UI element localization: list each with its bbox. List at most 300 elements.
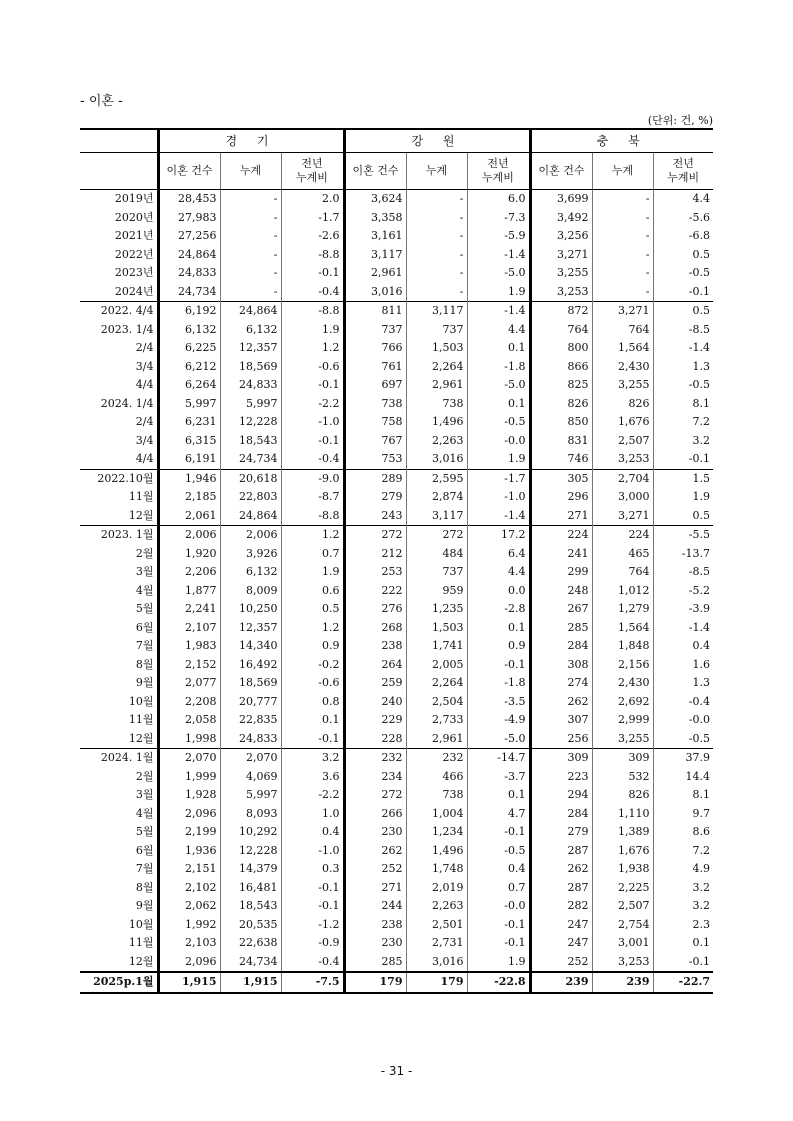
gangwon-count-cell: 3,117 — [344, 246, 406, 265]
gyeonggi-yoy-cell: 1.9 — [281, 321, 344, 340]
gangwon-cumulative-cell: - — [406, 190, 467, 209]
row-label-cell: 2022년 — [114, 247, 154, 261]
gyeonggi-yoy-cell: -8.7 — [281, 488, 344, 507]
chungbuk-yoy-cell: -1.4 — [653, 619, 713, 638]
gyeonggi-count-cell: 6,212 — [158, 358, 220, 377]
chungbuk-count-cell: 252 — [530, 953, 592, 973]
table-row — [80, 953, 713, 973]
row-label-cell: 10월 — [128, 694, 154, 708]
row-label-cell: 2020년 — [114, 210, 154, 224]
gangwon-cumulative-cell: 1,004 — [406, 805, 467, 824]
gyeonggi-cumulative-cell: 12,228 — [220, 413, 281, 432]
row-label-cell: 7월 — [135, 862, 154, 875]
chungbuk-count-cell: 3,699 — [530, 190, 592, 209]
chungbuk-count-cell: 826 — [530, 395, 592, 414]
gangwon-count-cell: 811 — [344, 302, 406, 321]
gangwon-yoy-cell: -1.4 — [467, 246, 530, 265]
table-row — [80, 339, 713, 358]
gangwon-count-cell: 758 — [344, 413, 406, 432]
chungbuk-cumulative-cell: 2,430 — [592, 358, 653, 377]
chungbuk-yoy-cell: 3.2 — [653, 879, 713, 898]
gangwon-yoy-cell: -0.1 — [467, 916, 530, 935]
gangwon-cumulative-cell: 3,117 — [406, 302, 467, 321]
table-row — [80, 916, 713, 935]
gangwon-count-cell: 222 — [344, 582, 406, 601]
table-row — [80, 619, 713, 638]
gangwon-yoy-cell: 1.9 — [467, 953, 530, 973]
gyeonggi-count-cell: 1,998 — [158, 730, 220, 749]
gangwon-cumulative-cell: 2,005 — [406, 656, 467, 675]
gangwon-count-cell: 767 — [344, 432, 406, 451]
table-row — [80, 805, 713, 824]
gangwon-count-cell: 230 — [344, 823, 406, 842]
chungbuk-yoy-cell: 0.1 — [653, 934, 713, 953]
gangwon-count-cell: 238 — [344, 637, 406, 656]
gyeonggi-yoy-cell: 0.4 — [281, 823, 344, 842]
chungbuk-count-cell: 850 — [530, 413, 592, 432]
gyeonggi-yoy-cell: 1.2 — [281, 339, 344, 358]
chungbuk-count-cell: 287 — [530, 879, 592, 898]
gyeonggi-count-cell: 1,946 — [158, 469, 220, 488]
chungbuk-yoy-cell: -8.5 — [653, 563, 713, 582]
gyeonggi-cumulative-cell: 20,777 — [220, 693, 281, 712]
gyeonggi-cumulative-cell: 6,132 — [220, 563, 281, 582]
gyeonggi-yoy-cell: -0.6 — [281, 674, 344, 693]
gyeonggi-yoy-cell: -0.1 — [281, 730, 344, 749]
chungbuk-yoy-cell: -0.0 — [653, 711, 713, 730]
gangwon-cumulative-cell: 2,874 — [406, 488, 467, 507]
chungbuk-count-cell: 287 — [530, 842, 592, 861]
row-label-cell: 2023. 1월 — [80, 526, 158, 545]
gangwon-cumulative-cell: - — [406, 209, 467, 228]
chungbuk-count-cell: 224 — [530, 526, 592, 545]
gyeonggi-count-cell: 24,734 — [158, 283, 220, 302]
gangwon-yoy-cell: -4.9 — [467, 711, 530, 730]
chungbuk-cumulative-cell: 3,255 — [592, 376, 653, 395]
gangwon-yoy-cell: 0.1 — [467, 395, 530, 414]
gyeonggi-count-cell: 6,315 — [158, 432, 220, 451]
gyeonggi-cumulative-cell: 16,481 — [220, 879, 281, 898]
gyeonggi-cumulative-cell: 14,379 — [220, 860, 281, 879]
chungbuk-cumulative-cell: 532 — [592, 768, 653, 787]
row-label-cell: 2022.10월 — [80, 469, 158, 488]
gyeonggi-count-cell: 2,062 — [158, 897, 220, 916]
row-label-cell: 4/4 — [135, 452, 154, 465]
chungbuk-cumulative-cell: 3,001 — [592, 934, 653, 953]
chungbuk-count-cell: 308 — [530, 656, 592, 675]
gyeonggi-cumulative-cell: 12,357 — [220, 619, 281, 638]
gangwon-count-cell: 272 — [344, 786, 406, 805]
gyeonggi-cumulative-cell: 2,006 — [220, 526, 281, 545]
gyeonggi-cumulative-cell: 4,069 — [220, 768, 281, 787]
gyeonggi-cumulative-cell: 5,997 — [220, 395, 281, 414]
gangwon-cumulative-cell: 1,748 — [406, 860, 467, 879]
row-label-cell: 2월 — [135, 769, 154, 783]
gangwon-cumulative-cell: 1,496 — [406, 413, 467, 432]
gangwon-count-cell: 3,161 — [344, 227, 406, 246]
gangwon-count-cell: 3,358 — [344, 209, 406, 228]
chungbuk-cumulative-cell: 764 — [592, 321, 653, 340]
chungbuk-yoy-cell: 3.2 — [653, 897, 713, 916]
gyeonggi-yoy-cell: -1.7 — [281, 209, 344, 228]
table-row — [80, 563, 713, 582]
row-label-cell: 3월 — [135, 565, 154, 578]
gangwon-yoy-cell: -5.0 — [467, 376, 530, 395]
gyeonggi-cumulative-cell: 8,009 — [220, 582, 281, 601]
gangwon-count-cell: 234 — [344, 768, 406, 787]
col-header-divorce-count: 이혼 건수 — [158, 153, 220, 190]
gyeonggi-yoy-cell: 1.2 — [281, 619, 344, 638]
gyeonggi-count-cell: 6,231 — [158, 413, 220, 432]
chungbuk-count-cell: 296 — [530, 488, 592, 507]
gangwon-count-cell: 259 — [344, 674, 406, 693]
chungbuk-yoy-cell: 1.5 — [653, 469, 713, 488]
chungbuk-count-cell: 3,256 — [530, 227, 592, 246]
header-blank — [80, 129, 158, 153]
gangwon-count-cell: 244 — [344, 897, 406, 916]
gangwon-yoy-cell: -5.0 — [467, 264, 530, 283]
chungbuk-cumulative-cell: 2,507 — [592, 432, 653, 451]
chungbuk-yoy-cell: -22.7 — [653, 972, 713, 993]
gangwon-cumulative-cell: 2,504 — [406, 693, 467, 712]
unit-note: (단위: 건, %) — [647, 114, 713, 127]
chungbuk-yoy-cell: -0.5 — [653, 376, 713, 395]
table-row — [80, 395, 713, 414]
row-label-cell: 5월 — [135, 602, 154, 615]
chungbuk-cumulative-cell: 1,279 — [592, 600, 653, 619]
gangwon-cumulative-cell: - — [406, 227, 467, 246]
gyeonggi-count-cell: 24,864 — [158, 246, 220, 265]
row-label-cell: 12월 — [128, 508, 154, 522]
gyeonggi-yoy-cell: -0.4 — [281, 450, 344, 469]
gangwon-cumulative-cell: 3,016 — [406, 953, 467, 973]
gyeonggi-cumulative-cell: 24,734 — [220, 450, 281, 469]
row-label-cell: 9월 — [135, 676, 154, 689]
chungbuk-cumulative-cell: 3,271 — [592, 302, 653, 321]
gyeonggi-cumulative-cell: 24,734 — [220, 953, 281, 973]
chungbuk-count-cell: 241 — [530, 545, 592, 564]
gangwon-yoy-cell: -0.5 — [467, 842, 530, 861]
gangwon-cumulative-cell: 484 — [406, 545, 467, 564]
gyeonggi-count-cell: 6,192 — [158, 302, 220, 321]
gangwon-yoy-cell: 6.4 — [467, 545, 530, 564]
chungbuk-yoy-cell: 4.4 — [653, 190, 713, 209]
gangwon-yoy-cell: 1.9 — [467, 450, 530, 469]
gangwon-yoy-cell: -1.8 — [467, 674, 530, 693]
gangwon-cumulative-cell: 2,595 — [406, 469, 467, 488]
table-row — [80, 469, 713, 488]
gangwon-count-cell: 268 — [344, 619, 406, 638]
chungbuk-count-cell: 3,253 — [530, 283, 592, 302]
row-label-cell: 12월 — [128, 731, 154, 745]
gangwon-count-cell: 737 — [344, 321, 406, 340]
chungbuk-yoy-cell: -0.4 — [653, 693, 713, 712]
region-header-gyeonggi: 경 기 — [158, 129, 344, 153]
col-header-yoy-ratio — [281, 153, 344, 190]
gyeonggi-cumulative-cell: 22,638 — [220, 934, 281, 953]
gyeonggi-yoy-cell: 0.9 — [281, 637, 344, 656]
row-label-cell: 4월 — [135, 583, 154, 597]
chungbuk-yoy-cell: 0.5 — [653, 246, 713, 265]
gangwon-yoy-cell: 0.9 — [467, 637, 530, 656]
row-label-cell: 9월 — [135, 899, 154, 912]
row-label-cell: 8월 — [135, 657, 154, 671]
gyeonggi-yoy-cell: 1.2 — [281, 526, 344, 545]
gyeonggi-yoy-cell: 0.5 — [281, 600, 344, 619]
chungbuk-yoy-cell: -0.1 — [653, 953, 713, 973]
gyeonggi-cumulative-cell: 18,543 — [220, 897, 281, 916]
gyeonggi-count-cell: 27,256 — [158, 227, 220, 246]
table-row — [80, 227, 713, 246]
chungbuk-cumulative-cell: - — [592, 209, 653, 228]
chungbuk-yoy-cell: 0.5 — [653, 302, 713, 321]
total-row — [80, 972, 713, 993]
chungbuk-yoy-cell: -0.5 — [653, 264, 713, 283]
gyeonggi-yoy-cell: -0.1 — [281, 897, 344, 916]
chungbuk-count-cell: 274 — [530, 674, 592, 693]
gangwon-count-cell: 228 — [344, 730, 406, 749]
chungbuk-count-cell: 872 — [530, 302, 592, 321]
chungbuk-yoy-cell: 2.3 — [653, 916, 713, 935]
gangwon-count-cell: 279 — [344, 488, 406, 507]
gyeonggi-cumulative-cell: 18,543 — [220, 432, 281, 451]
table-row — [80, 246, 713, 265]
row-label-cell: 12월 — [128, 954, 154, 968]
gyeonggi-yoy-cell: 2.0 — [281, 190, 344, 209]
gyeonggi-yoy-cell: 0.6 — [281, 582, 344, 601]
gangwon-cumulative-cell: 232 — [406, 749, 467, 768]
row-label-cell: 2022. 4/4 — [80, 302, 158, 321]
chungbuk-cumulative-cell: 1,564 — [592, 619, 653, 638]
chungbuk-cumulative-cell: 1,848 — [592, 637, 653, 656]
gangwon-cumulative-cell: 2,019 — [406, 879, 467, 898]
chungbuk-yoy-cell: 4.9 — [653, 860, 713, 879]
gyeonggi-cumulative-cell: 10,250 — [220, 600, 281, 619]
chungbuk-yoy-cell: -1.4 — [653, 339, 713, 358]
gyeonggi-yoy-cell: -2.6 — [281, 227, 344, 246]
table-row — [80, 190, 713, 209]
row-label-cell: 7월 — [135, 639, 154, 652]
gyeonggi-cumulative-cell: - — [220, 264, 281, 283]
gangwon-yoy-cell: -1.8 — [467, 358, 530, 377]
table-row — [80, 897, 713, 916]
gangwon-cumulative-cell: 3,016 — [406, 450, 467, 469]
table-row — [80, 656, 713, 675]
chungbuk-yoy-cell: 8.6 — [653, 823, 713, 842]
gyeonggi-cumulative-cell: 22,835 — [220, 711, 281, 730]
table-row — [80, 711, 713, 730]
gangwon-yoy-cell: -7.3 — [467, 209, 530, 228]
table-row — [80, 432, 713, 451]
chungbuk-count-cell: 831 — [530, 432, 592, 451]
chungbuk-yoy-cell: 1.3 — [653, 358, 713, 377]
gyeonggi-count-cell: 1,992 — [158, 916, 220, 935]
region-header-gangwon: 강 원 — [344, 129, 530, 153]
table-row — [80, 321, 713, 340]
gyeonggi-cumulative-cell: - — [220, 283, 281, 302]
row-label-cell: 11월 — [128, 936, 154, 949]
gangwon-count-cell: 252 — [344, 860, 406, 879]
gyeonggi-cumulative-cell: 20,618 — [220, 469, 281, 488]
gyeonggi-count-cell: 1,928 — [158, 786, 220, 805]
col-header-yoy-ratio — [653, 153, 713, 190]
chungbuk-count-cell: 866 — [530, 358, 592, 377]
gangwon-cumulative-cell: 2,731 — [406, 934, 467, 953]
chungbuk-cumulative-cell: 2,507 — [592, 897, 653, 916]
gyeonggi-cumulative-cell: 24,833 — [220, 376, 281, 395]
row-label-cell: 6월 — [135, 843, 154, 857]
gyeonggi-count-cell: 2,206 — [158, 563, 220, 582]
gyeonggi-yoy-cell: -0.1 — [281, 376, 344, 395]
gangwon-cumulative-cell: 2,733 — [406, 711, 467, 730]
gyeonggi-count-cell: 2,107 — [158, 619, 220, 638]
table-row — [80, 582, 713, 601]
table-row — [80, 637, 713, 656]
chungbuk-cumulative-cell: 1,110 — [592, 805, 653, 824]
gangwon-cumulative-cell: - — [406, 264, 467, 283]
gangwon-yoy-cell: 4.4 — [467, 321, 530, 340]
table-row — [80, 842, 713, 861]
section-title: - 이혼 - — [80, 94, 123, 109]
gangwon-count-cell: 243 — [344, 507, 406, 526]
chungbuk-count-cell: 239 — [530, 972, 592, 993]
gyeonggi-yoy-cell: 3.2 — [281, 749, 344, 768]
table-row — [80, 264, 713, 283]
col-header-yoy-ratio — [467, 153, 530, 190]
chungbuk-count-cell: 285 — [530, 619, 592, 638]
gangwon-count-cell: 271 — [344, 879, 406, 898]
gyeonggi-count-cell: 28,453 — [158, 190, 220, 209]
row-label-cell: 2월 — [135, 546, 154, 560]
chungbuk-yoy-cell: -0.1 — [653, 283, 713, 302]
gangwon-yoy-cell: 4.7 — [467, 805, 530, 824]
gyeonggi-yoy-cell: -0.6 — [281, 358, 344, 377]
gyeonggi-yoy-cell: -0.4 — [281, 953, 344, 973]
gangwon-yoy-cell: -22.8 — [467, 972, 530, 993]
chungbuk-yoy-cell: -13.7 — [653, 545, 713, 564]
gangwon-count-cell: 753 — [344, 450, 406, 469]
gangwon-yoy-cell: -0.0 — [467, 432, 530, 451]
gyeonggi-count-cell: 2,096 — [158, 953, 220, 973]
table-row — [80, 413, 713, 432]
chungbuk-count-cell: 262 — [530, 693, 592, 712]
row-label-cell: 2021년 — [114, 229, 154, 242]
gyeonggi-cumulative-cell: 20,535 — [220, 916, 281, 935]
gangwon-count-cell: 229 — [344, 711, 406, 730]
row-label-cell: 3/4 — [135, 433, 154, 447]
gyeonggi-yoy-cell: 0.8 — [281, 693, 344, 712]
chungbuk-yoy-cell: 0.4 — [653, 637, 713, 656]
gyeonggi-count-cell: 2,058 — [158, 711, 220, 730]
gyeonggi-count-cell: 1,920 — [158, 545, 220, 564]
row-label-cell: 3/4 — [135, 359, 154, 373]
gyeonggi-count-cell: 6,264 — [158, 376, 220, 395]
chungbuk-count-cell: 284 — [530, 805, 592, 824]
gyeonggi-yoy-cell: -1.0 — [281, 413, 344, 432]
gangwon-count-cell: 262 — [344, 842, 406, 861]
gangwon-cumulative-cell: 3,117 — [406, 507, 467, 526]
row-label-cell: 2025p.1월 — [80, 972, 158, 993]
gangwon-count-cell: 238 — [344, 916, 406, 935]
gangwon-cumulative-cell: 1,503 — [406, 619, 467, 638]
row-label-cell: 2024. 1/4 — [100, 396, 154, 410]
gangwon-yoy-cell: 1.9 — [467, 283, 530, 302]
gyeonggi-yoy-cell: -2.2 — [281, 786, 344, 805]
chungbuk-yoy-cell: 1.6 — [653, 656, 713, 675]
gangwon-count-cell: 3,016 — [344, 283, 406, 302]
gangwon-yoy-cell: -0.1 — [467, 934, 530, 953]
region-header-chungbuk: 충 북 — [530, 129, 713, 153]
gyeonggi-count-cell: 24,833 — [158, 264, 220, 283]
gangwon-yoy-cell: -3.7 — [467, 768, 530, 787]
gyeonggi-cumulative-cell: 6,132 — [220, 321, 281, 340]
gyeonggi-count-cell: 2,102 — [158, 879, 220, 898]
chungbuk-cumulative-cell: 826 — [592, 395, 653, 414]
gangwon-count-cell: 697 — [344, 376, 406, 395]
gyeonggi-cumulative-cell: 2,070 — [220, 749, 281, 768]
chungbuk-count-cell: 800 — [530, 339, 592, 358]
gangwon-count-cell: 738 — [344, 395, 406, 414]
table-row — [80, 693, 713, 712]
chungbuk-yoy-cell: 0.5 — [653, 507, 713, 526]
gangwon-cumulative-cell: 1,741 — [406, 637, 467, 656]
gangwon-yoy-cell: -14.7 — [467, 749, 530, 768]
row-label-cell: 2024년 — [114, 284, 154, 298]
chungbuk-cumulative-cell: 3,253 — [592, 450, 653, 469]
yoy-ratio-label: 전년 누계비 — [667, 157, 700, 184]
table-row — [80, 450, 713, 469]
chungbuk-yoy-cell: 8.1 — [653, 786, 713, 805]
chungbuk-cumulative-cell: 239 — [592, 972, 653, 993]
gyeonggi-cumulative-cell: 5,997 — [220, 786, 281, 805]
chungbuk-cumulative-cell: 2,999 — [592, 711, 653, 730]
gangwon-cumulative-cell: 2,961 — [406, 730, 467, 749]
gyeonggi-cumulative-cell: 1,915 — [220, 972, 281, 993]
gangwon-yoy-cell: -2.8 — [467, 600, 530, 619]
chungbuk-yoy-cell: 7.2 — [653, 413, 713, 432]
table-row — [80, 376, 713, 395]
gangwon-cumulative-cell: 1,234 — [406, 823, 467, 842]
chungbuk-cumulative-cell: 2,692 — [592, 693, 653, 712]
chungbuk-count-cell: 267 — [530, 600, 592, 619]
gangwon-count-cell: 253 — [344, 563, 406, 582]
gangwon-count-cell: 264 — [344, 656, 406, 675]
table-row — [80, 358, 713, 377]
chungbuk-count-cell: 248 — [530, 582, 592, 601]
gangwon-yoy-cell: -0.1 — [467, 823, 530, 842]
chungbuk-cumulative-cell: - — [592, 246, 653, 265]
chungbuk-cumulative-cell: 1,938 — [592, 860, 653, 879]
chungbuk-cumulative-cell: 3,000 — [592, 488, 653, 507]
table-body — [80, 190, 713, 993]
chungbuk-cumulative-cell: 764 — [592, 563, 653, 582]
gangwon-cumulative-cell: 738 — [406, 395, 467, 414]
chungbuk-cumulative-cell: 3,271 — [592, 507, 653, 526]
gyeonggi-yoy-cell: -8.8 — [281, 246, 344, 265]
gyeonggi-yoy-cell: 0.7 — [281, 545, 344, 564]
gyeonggi-cumulative-cell: 24,864 — [220, 507, 281, 526]
table-row — [80, 526, 713, 545]
row-label-cell: 3월 — [135, 788, 154, 801]
table-row — [80, 545, 713, 564]
gyeonggi-count-cell: 6,191 — [158, 450, 220, 469]
row-label-cell: 2023년 — [114, 266, 154, 279]
chungbuk-yoy-cell: -0.5 — [653, 730, 713, 749]
gangwon-yoy-cell: 0.0 — [467, 582, 530, 601]
chungbuk-yoy-cell: 8.1 — [653, 395, 713, 414]
row-label-cell: 2023. 1/4 — [100, 322, 154, 336]
gyeonggi-yoy-cell: 0.3 — [281, 860, 344, 879]
